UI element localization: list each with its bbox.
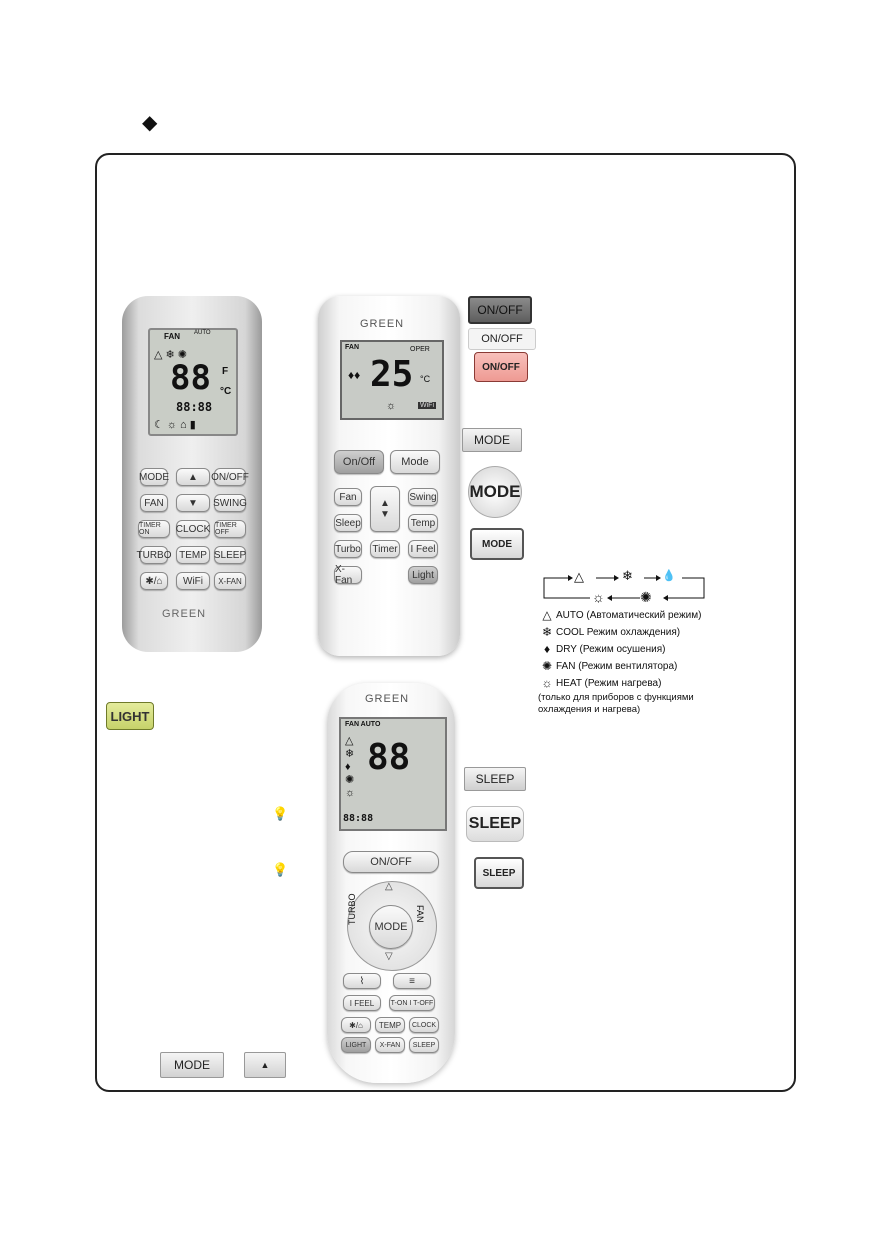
remote2-fan-button[interactable]: Fan bbox=[334, 488, 362, 506]
sleep-sample-flat: SLEEP bbox=[464, 767, 526, 791]
sleep-sample-framed: SLEEP bbox=[474, 857, 524, 889]
remote1-lcd bbox=[148, 328, 238, 436]
legend-row-dry bbox=[538, 641, 701, 658]
remote2-temp-rocker[interactable] bbox=[370, 486, 400, 532]
lcd-celsius: °C bbox=[420, 374, 431, 384]
remote2-light-button[interactable]: Light bbox=[408, 566, 438, 584]
lcd-f-unit: F bbox=[222, 366, 229, 377]
remote2-ifeel-button[interactable]: I Feel bbox=[408, 540, 438, 558]
down-arrow-icon[interactable]: ▼ bbox=[380, 509, 390, 520]
lcd-wifi-label: WiFi bbox=[420, 402, 434, 409]
legend-row-cool bbox=[538, 624, 701, 641]
dry-mode-icon: 💧 bbox=[662, 570, 676, 582]
snowflake-icon: ❄ bbox=[541, 625, 553, 639]
lcd-oper-label: OPER bbox=[410, 346, 430, 353]
remote1-temp-button[interactable]: TEMP bbox=[176, 546, 210, 564]
remote3-mode-button[interactable]: MODE bbox=[369, 905, 413, 949]
swing-horizontal-icon: ≡ bbox=[409, 975, 415, 987]
lcd-temperature: 88 bbox=[367, 737, 411, 778]
mode-sample-round: MODE bbox=[468, 466, 522, 518]
remote2-timer-button[interactable]: Timer bbox=[370, 540, 400, 558]
sleep-sample-round: SLEEP bbox=[466, 806, 524, 842]
legend-text: COOL Режим охлаждения) bbox=[556, 627, 681, 638]
onoff-sample-light: ON/OFF bbox=[468, 328, 536, 350]
remote2-sleep-button[interactable]: Sleep bbox=[334, 514, 362, 532]
remote1-up-button[interactable]: ▲ bbox=[176, 468, 210, 486]
legend-text: AUTO (Автоматический режим) bbox=[556, 610, 702, 621]
remote3-lcd bbox=[339, 717, 447, 831]
remote1-swing-button[interactable]: SWING bbox=[214, 494, 246, 512]
remote3-ifeel-button[interactable]: I FEEL bbox=[343, 995, 381, 1011]
onoff-sample-red: ON/OFF bbox=[474, 352, 528, 382]
remote3-timer-button[interactable]: T-ON I T-OFF bbox=[389, 995, 435, 1011]
cool-mode-icon: ❄ bbox=[622, 568, 633, 583]
up-arrow-icon[interactable]: ▲ bbox=[380, 498, 390, 509]
lcd-mode-icons: △ ❄ ♦ ✺ ☼ bbox=[345, 735, 356, 799]
remote3-turbo-button[interactable]: TURBO bbox=[347, 893, 357, 925]
remote1-mode-button[interactable]: MODE bbox=[140, 468, 168, 486]
remote3-fan-button[interactable]: FAN bbox=[415, 905, 425, 923]
remote2-temp-button[interactable]: Temp bbox=[408, 514, 438, 532]
lcd-fan-label: FAN bbox=[345, 344, 359, 351]
remote3-sleep-button[interactable]: SLEEP bbox=[409, 1037, 439, 1053]
remote1-sleep-button[interactable]: SLEEP bbox=[214, 546, 246, 564]
heat-note-line1: (только для приборов с функциями bbox=[538, 692, 694, 703]
lcd-auto-label: AUTO bbox=[194, 330, 211, 336]
lcd-bottom-icons: ☾ ☼ ⌂ ▮ bbox=[154, 419, 196, 431]
remote2-xfan-button[interactable]: X-Fan bbox=[334, 566, 362, 584]
lcd-mode-icons: △ ❄ ✺ bbox=[154, 349, 188, 361]
remote-control-2 bbox=[318, 296, 460, 656]
fan-mode-icon: ✺ bbox=[640, 589, 652, 605]
lcd-fan-label: FAN bbox=[164, 332, 180, 341]
remote1-turbo-button[interactable]: TURBO bbox=[140, 546, 168, 564]
legend-row-fan bbox=[538, 658, 701, 675]
remote1-timer-on-button[interactable]: TIMER ON bbox=[138, 520, 170, 538]
remote3-heat-button[interactable]: ✱/⌂ bbox=[341, 1017, 371, 1033]
lcd-clock: 88:88 bbox=[176, 400, 213, 414]
remote2-lcd bbox=[340, 340, 444, 420]
remote1-down-button[interactable]: ▼ bbox=[176, 494, 210, 512]
sun-icon: ☼ bbox=[541, 676, 553, 690]
mode-sample-framed: MODE bbox=[470, 528, 524, 560]
onoff-sample-dark: ON/OFF bbox=[468, 296, 532, 324]
remote1-wifi-button[interactable]: WiFi bbox=[176, 572, 210, 590]
up-arrow-icon[interactable]: △ bbox=[385, 881, 393, 892]
legend-text: FAN (Режим вентилятора) bbox=[556, 661, 678, 672]
remote3-clock-button[interactable]: CLOCK bbox=[409, 1017, 439, 1033]
light-sample-button: LIGHT bbox=[106, 702, 154, 730]
remote1-timer-off-button[interactable]: TIMER OFF bbox=[214, 520, 246, 538]
triangle-icon: △ bbox=[542, 608, 552, 622]
remote3-swing-vertical-button[interactable] bbox=[343, 973, 381, 989]
mode-sample-bottom: MODE bbox=[160, 1052, 224, 1078]
up-sample-bottom: ▲ bbox=[244, 1052, 286, 1078]
down-arrow-icon[interactable]: ▽ bbox=[385, 951, 393, 962]
mode-legend bbox=[538, 607, 701, 716]
remote2-brand-logo: GREEN bbox=[360, 318, 405, 330]
remote-control-3 bbox=[327, 683, 455, 1083]
remote1-fan-button[interactable]: FAN bbox=[140, 494, 168, 512]
lcd-temperature: 88 bbox=[170, 358, 211, 398]
legend-row-auto bbox=[538, 607, 701, 624]
remote1-clock-button[interactable]: CLOCK bbox=[176, 520, 210, 538]
remote2-turbo-button[interactable]: Turbo bbox=[334, 540, 362, 558]
mode-sample-flat: MODE bbox=[462, 428, 522, 452]
remote1-xfan-button[interactable]: X-FAN bbox=[214, 572, 246, 590]
lcd-c-unit: °C bbox=[220, 386, 232, 397]
remote3-xfan-button[interactable]: X-FAN bbox=[375, 1037, 405, 1053]
droplet-icon: ♦ bbox=[543, 642, 551, 656]
remote1-brand-logo: GREEN bbox=[162, 608, 207, 620]
sun-icon: ☼ bbox=[386, 400, 397, 412]
remote3-onoff-button[interactable]: ON/OFF bbox=[343, 851, 439, 873]
legend-text: HEAT (Режим нагрева) bbox=[556, 678, 662, 689]
swing-vertical-icon: ⌇ bbox=[359, 975, 365, 987]
lcd-fan-auto-label: FAN AUTO bbox=[345, 721, 381, 728]
remote3-brand-logo: GREEN bbox=[365, 693, 410, 705]
remote3-temp-button[interactable]: TEMP bbox=[375, 1017, 405, 1033]
fan-icon: ✺ bbox=[541, 659, 553, 673]
lamp-icon: 💡 bbox=[272, 862, 289, 877]
remote2-onoff-button[interactable]: On/Off bbox=[334, 450, 384, 474]
auto-mode-icon: △ bbox=[574, 569, 584, 584]
remote1-heat-button[interactable]: ✱/⌂ bbox=[140, 572, 168, 590]
legend-text: DRY (Режим осушения) bbox=[556, 644, 666, 655]
legend-row-heat bbox=[538, 675, 701, 692]
remote3-light-button[interactable]: LIGHT bbox=[341, 1037, 371, 1053]
lcd-clock: 88:88 bbox=[343, 813, 374, 824]
remote-control-1 bbox=[122, 296, 262, 652]
lcd-temperature: 25 bbox=[370, 354, 414, 395]
heat-mode-icon: ☼ bbox=[592, 589, 605, 605]
remote1-onoff-button[interactable]: ON/OFF bbox=[214, 468, 246, 486]
remote2-mode-button[interactable]: Mode bbox=[390, 450, 440, 474]
lamp-icon: 💡 bbox=[272, 806, 289, 821]
bullet-diamond: ◆ bbox=[142, 112, 158, 134]
remote3-swing-horizontal-button[interactable] bbox=[393, 973, 431, 989]
lcd-dry-icon: ♦♦ bbox=[348, 368, 361, 382]
remote2-swing-button[interactable]: Swing bbox=[408, 488, 438, 506]
heat-note-line2: охлаждения и нагрева) bbox=[538, 704, 641, 715]
